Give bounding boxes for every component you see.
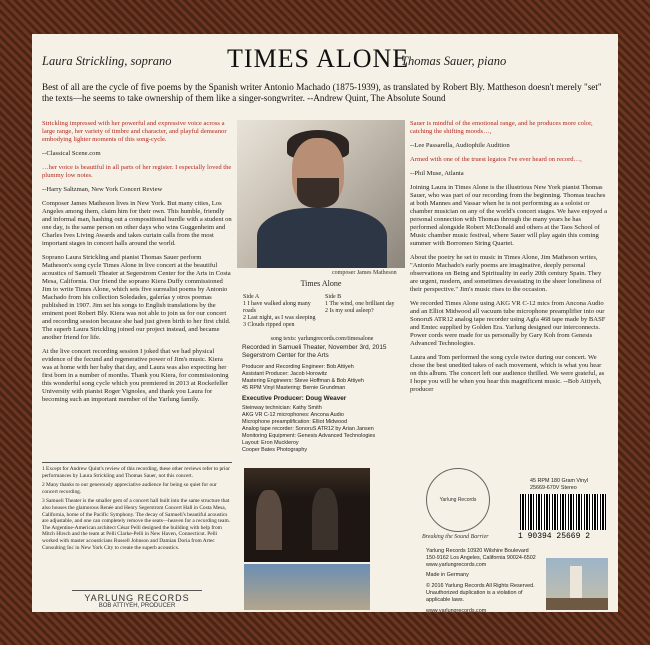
album-title: TIMES ALONE (227, 44, 410, 73)
quote-harry: …her voice is beautiful in all parts of her register. I especially loved the plummy low notes. (42, 164, 232, 179)
landscape-photo (244, 564, 370, 610)
rpm-line: 45 RPM 180 Gram Vinyl (530, 478, 589, 484)
lighthouse-photo (546, 558, 608, 610)
made-in: Made in Germany (426, 572, 469, 579)
catalog-number: 25669-670V Stereo (530, 485, 577, 491)
footnote: 1 Except for Andrew Quint's review of this recording, these other reviews refer to prior performances by Laura Strickling and Thomas Sauer, not this concert. (42, 466, 230, 479)
footnotes (42, 462, 232, 554)
pianist-credit: Thomas Sauer, piano (401, 54, 507, 68)
address-line: Yarlung Records 10920 Wilshire Boulevard 150-9162 Los Angeles, California 90024-6502 www.yarlungrecords.com (426, 548, 536, 568)
label-address (426, 548, 536, 612)
vinyl-spec (530, 478, 588, 492)
executive-producer: Executive Producer: Doug Weaver (242, 395, 347, 402)
track-item: 1 The wind, one brilliant day (325, 301, 395, 307)
body-paragraph: Joining Laura in Times Alone is the illustrious New York pianist Thomas Sauer, who was part of our recording from the beginning. Thomas teaches at both Mannes and Vassar when he is not performing as a soloist or chamber musician on any of the world's concert stages. We have enjoyed a personal connection with Thomas through the many years he has performed alongside Robert McDonald and others at the Taos School of Music chamber music festival, where Sauer will play again this coming summer with Borromeo String Quartet. (410, 184, 607, 247)
quote-classical-scene: Strickling impressed with her powerful and expressive voice across a large range, her variety of timbre and character, and playful demeanor embodying lighter moments of this song-cycle. (42, 120, 227, 143)
track-item: 1 I have walked along many roads (243, 301, 311, 314)
track-item: 3 Clouds ripped open (243, 322, 295, 328)
song-texts-url: song texts: yarlungrecords.com/timesalone (270, 336, 374, 342)
quote-source: --Classical Scene.com (42, 150, 101, 157)
quote-source: --Lee Passarella, Audiophile Audition (410, 142, 510, 149)
quote-source: --Phil Muse, Atlanta (410, 170, 464, 177)
track-list (237, 280, 405, 344)
track-item: 2 Last night, as I was sleeping (243, 315, 316, 321)
credit-line: AKG VR C-12 microphones: Ancona Audio (242, 412, 344, 418)
body-paragraph: Composer James Matheson lives in New York. But many cities, Los Angeles among them, claim him for their own. This humble, friendly and informal man, hashing out a compositional hurdle with a student on one day, is the same person on other days who wins Guggenheim and Charles Ives Living Awards and takes curtain calls from the most important stages in concert halls around the world. (42, 200, 232, 247)
footnote: 3 Samueli Theater is the smaller gem of a concert hall built into the same structure that also houses the glamorous Renée and Henry Segerstrom Concert Hall in Costa Mesa, California, home of the Pacific Symphony. The decay of Samueli's beautiful acoustics are adjustable, and one can completely remove the seats—heaven for a recording team. The Argentine-American architect César Pelli designed the building with help from Mitch Hirsch and the team at Pelli Clarke-Pelli in New Haven, Connecticut. Pelli worked with master acousticians Russell Johnson and Damian Doria from Artec Consulting Inc in New York City to create the superb acoustics. (42, 498, 230, 551)
right-column (410, 120, 608, 400)
record-logo: Yarlung Records (426, 468, 490, 532)
copyright: © 2016 Yarlung Records All Rights Reserved. Unauthorized duplication is a violation of applicable laws. (426, 583, 535, 603)
barcode (520, 494, 606, 530)
barcode-number: 1 90394 25669 2 (518, 532, 591, 541)
quote-source: --Harry Saltzman, New York Concert Review (42, 186, 163, 193)
body-paragraph: About the poetry he set to music in Times Alone, Jim Matheson writes, "Antonio Machado's early poems are imaginative, deeply personal observations on Being and Spirituality in early 20th century Spain. They are urgent, modern, and sometimes devastating in the sheer loneliness of their perspective." Jim's music rises to the occasion. (410, 254, 602, 293)
label-name: YARLUNG RECORDS (84, 593, 190, 603)
production-credits (242, 344, 405, 454)
album-back-cover (32, 34, 618, 612)
recording-venue: Recorded in Samueli Theater, November 3rd, 2015 Segerstrom Center for the Arts (242, 344, 387, 359)
credit-line: Steinway technician: Kathy Smith (242, 405, 322, 411)
composer-photo (237, 120, 405, 268)
track-item: 2 Is my soul asleep? (325, 308, 374, 314)
quote-sauer: Sauer is mindful of the emotional range, and he produces more color, catching the shifting moods…, (410, 120, 593, 135)
left-column (42, 120, 232, 410)
label-sub: BOB ATTIYEH, PRODUCER (98, 603, 176, 609)
credit-line: 45 RPM Vinyl Mastering: Bernie Grundman (242, 385, 346, 391)
side-a-label: Side A (243, 294, 260, 300)
body-paragraph: Laura and Tom performed the song cycle twice during our concert. We chose the best unedited takes of each movement, which is what you hear on this album. The concert left our audience thrilled. We were grateful, as I hope you will be when you hear this magnificent music. --Bob Attiyeh, producer (410, 354, 605, 393)
credit-line: Microphone preamplification: Elliot Midwood (242, 419, 348, 425)
footnote: 2 Many thanks to our generously appreciative audience for being so quiet for our concert recording. (42, 482, 217, 495)
photo-caption: composer James Matheson (332, 270, 397, 276)
body-paragraph: At the live concert recording session I joked that we had physical evidence of the fecund and regenerative power of Jim's music. Kiera was at home with her baby that day, and Laura was also expecting her first born in a number of months. Thank you Kiera, for commissioning this wonderful song cycle which you premiered in 2013 at Rockefeller University with pianist Roger Vignoles, and thank you Laura for becoming such an important member of the Yarlung family. (42, 348, 229, 403)
record-tagline: Breaking the Sound Barrier (422, 534, 489, 540)
credit-line: Producer and Recording Engineer: Bob Attiyeh (242, 364, 354, 370)
yarlung-logo (72, 590, 202, 609)
soprano-credit: Laura Strickling, soprano (42, 54, 172, 68)
concert-photo (244, 468, 370, 562)
side-b-label: Side B (325, 294, 342, 300)
intro-review: Best of all are the cycle of five poems by the Spanish writer Antonio Machado (1875-1939), as translated by Robert Bly. Mattheson doesn't merely "set" the texts—he seems to take ownership of them like a singer-songwriter. --Andrew Quint, The Absolute Sound (42, 82, 602, 104)
credit-line: Assistant Producer: Jacob Horowitz (242, 371, 328, 377)
body-paragraph: Soprano Laura Strickling and pianist Thomas Sauer perform Matheson's song cycle Times Alone in live concert at the beautiful acoustics of Samueli Theater at Segerstrom Center for the Arts in Costa Mesa, California. Our friend the soprano Kiera Duffy commissioned Jim to write Times Alone, which sets five surrealist poems by Antonio Machado from his collection Soledades, galerías y otros poemas published in 1907. Jim set his songs to English translations by the eminent poet Robert Bly. Kiera was not able to join us for our concert and recording session because she had just given birth to her first child. The superb Laura Strickling joined our project instead, and became another friend for life. (42, 254, 231, 341)
body-paragraph: We recorded Times Alone using AKG VR C-12 mics from Ancona Audio and an Elliot Midwood all vacuum tube microphone preamplifier into our SonoruS ATR12 analog tape recorder using Agfa 468 tape made by BASF and Emtec supplied by Golden Era. Yarlung designed our interconnects. Power cords were made for us personally by Gary Koh from Genesis Advanced Technologies. (410, 300, 606, 347)
website: www.yarlungrecords.com (426, 607, 487, 612)
credit-line: Cooper Bates Photography (242, 447, 308, 453)
credit-line: Monitoring Equipment: Genesis Advanced Technologies (242, 433, 376, 439)
credit-line: Analog tape recorder: SonoruS ATR12 by Arian Jansen (242, 426, 374, 432)
quote-legato: Armed with one of the truest legatos I've ever heard on record…, (410, 156, 582, 163)
credit-line: Layout: Eron Muckleroy (242, 440, 299, 446)
credit-line: Mastering Engineers: Steve Hoffman & Bob Attiyeh (242, 378, 364, 384)
track-list-title: Times Alone (300, 279, 342, 288)
